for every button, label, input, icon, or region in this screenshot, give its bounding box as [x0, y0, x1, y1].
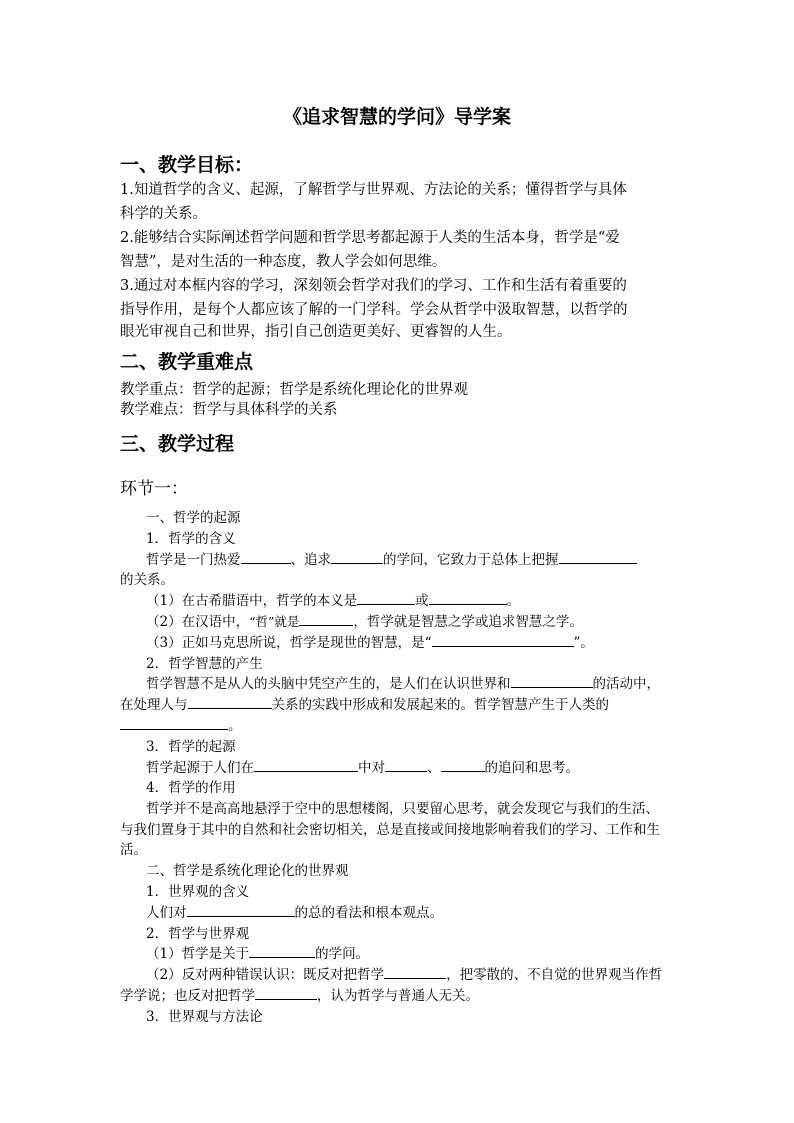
- section-heading-objectives: 一、教学目标：: [120, 154, 254, 176]
- section-heading-process: 三、教学过程: [120, 433, 235, 455]
- item-philosophy-worldview-heading: 2．哲学与世界观: [146, 926, 250, 942]
- objective-3-line-1: 3.通过对本框内容的学习，深刻领会哲学对我们的学习、工作和生活有着重要的: [120, 278, 627, 294]
- blank-field[interactable]: [384, 965, 446, 979]
- blank-field[interactable]: [357, 591, 415, 605]
- item-role-heading: 4．哲学的作用: [146, 780, 236, 796]
- stage-one-label: 环节一：: [120, 479, 188, 499]
- subsection-worldview: 二、哲学是系统化理论化的世界观: [146, 863, 349, 879]
- blank-field[interactable]: [559, 550, 637, 564]
- role-line-1: 哲学并不是高高地悬浮于空中的思想楼阁，只要留心思考，就会发现它与我们的生活、: [146, 801, 659, 817]
- role-line-3: 活。: [120, 842, 147, 858]
- item-wisdom-heading: 2．哲学智慧的产生: [146, 656, 263, 672]
- blank-field[interactable]: [385, 758, 427, 772]
- subsection-origin: 一、哲学的起源: [146, 510, 241, 526]
- blank-field[interactable]: [187, 903, 295, 917]
- key-point: 教学重点：哲学的起源；哲学是系统化理论化的世界观: [120, 382, 468, 398]
- meaning-line-1: 哲学是一门热爱 、追求 的学问，它致力于总体上把握: [146, 548, 637, 572]
- philosophy-worldview-item-2-line-2: 学学说；也反对把哲学 ，认为哲学与普通人无关。: [120, 988, 479, 1004]
- meaning-line-2: 的关系。: [120, 572, 174, 588]
- philosophy-worldview-item-2-line-1: （2）反对两种错误认识：既反对把哲学 ，把零散的、不自觉的世界观当作哲: [146, 967, 663, 983]
- blank-field[interactable]: [255, 986, 317, 1000]
- blank-field[interactable]: [241, 550, 291, 564]
- item-worldview-meaning-heading: 1．世界观的含义: [146, 884, 250, 900]
- item-worldview-methodology-heading: 3．世界观与方法论: [146, 1009, 263, 1025]
- blank-field[interactable]: [429, 591, 507, 605]
- objective-3-line-3: 眼光审视自己和世界，指引自己创造更美好、更睿智的人生。: [120, 324, 512, 340]
- item-meaning-heading: 1．哲学的含义: [146, 531, 236, 547]
- blank-field[interactable]: [432, 633, 574, 647]
- meaning-item-2: （2）在汉语中，“哲”就是 ，哲学就是智慧之学或追求智慧之学。: [146, 614, 583, 630]
- meaning-item-1: （1）在古希腊语中，哲学的本义是 或 。: [146, 593, 521, 609]
- blank-field[interactable]: [299, 612, 353, 626]
- section-heading-key-points: 二、教学重难点: [120, 351, 254, 373]
- objective-1-line-2: 科学的关系。: [120, 206, 207, 222]
- objective-2-line-2: 智慧”，是对生活的一种态度，教人学会如何思维。: [120, 254, 447, 270]
- blank-field[interactable]: [249, 944, 315, 958]
- blank-field[interactable]: [188, 695, 272, 709]
- blank-field[interactable]: [120, 716, 228, 730]
- meaning-item-3: （3）正如马克思所说，哲学是现世的智慧，是“ ”。: [146, 635, 594, 651]
- wisdom-line-3: 。: [120, 714, 242, 738]
- blank-field[interactable]: [441, 758, 485, 772]
- blank-field[interactable]: [511, 674, 593, 688]
- wisdom-line-1: 哲学智慧不是从人的头脑中凭空产生的，是人们在认识世界和 的活动中，: [146, 676, 660, 692]
- objective-1-line-1: 1.知道哲学的含义、起源，了解哲学与世界观、方法论的关系；懂得哲学与具体: [120, 182, 627, 198]
- objective-3-line-2: 指导作用，是每个人都应该了解的一门学科。学会从哲学中汲取智慧，以哲学的: [120, 302, 628, 318]
- role-line-2: 与我们置身于其中的自然和社会密切相关，总是直接或间接地影响着我们的学习、工作和生: [120, 822, 660, 838]
- item-origin-heading: 3．哲学的起源: [146, 739, 236, 755]
- origin-line-1: 哲学起源于人们在 中对 、 的追问和思考。: [146, 760, 579, 776]
- document-title: 《追求智慧的学问》导学案: [282, 106, 511, 128]
- blank-field[interactable]: [254, 758, 358, 772]
- difficult-point: 教学难点：哲学与具体科学的关系: [120, 402, 338, 418]
- blank-field[interactable]: [331, 550, 383, 564]
- wisdom-line-2: 在处理人与 关系的实践中形成和发展起来的。哲学智慧产生于人类的: [120, 697, 609, 713]
- objective-2-line-1: 2.能够结合实际阐述哲学问题和哲学思考都起源于人类的生活本身，哲学是“爱: [120, 230, 620, 246]
- worldview-meaning-line: 人们对 的总的看法和根本观点。: [146, 905, 443, 921]
- philosophy-worldview-item-1: （1）哲学是关于 的学问。: [146, 946, 370, 962]
